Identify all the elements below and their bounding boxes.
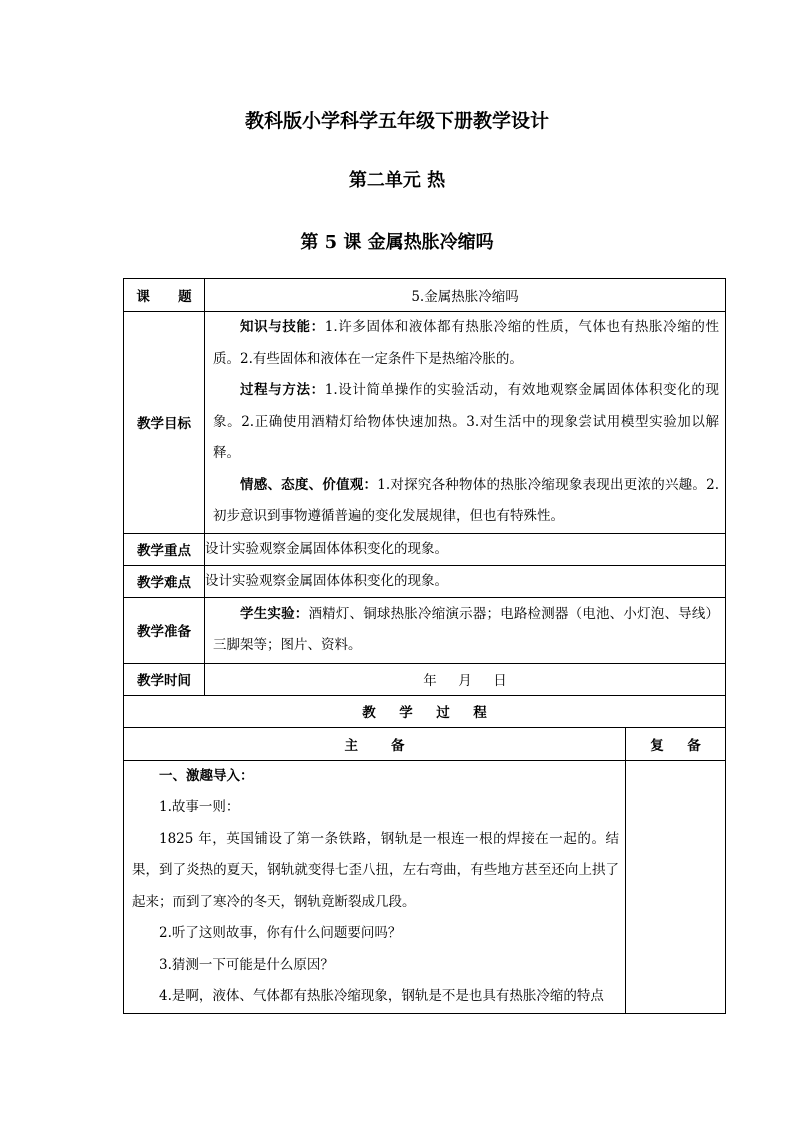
process-section-heading (124, 761, 625, 793)
review-content (626, 760, 726, 1013)
objective-knowledge-text: 1.许多固体和液体都有热胀冷缩的性质，气体也有热胀冷缩的性质。2.有些固体和液体在一定条件下是热缩冷胀的。 (213, 319, 720, 367)
document-title: 教科版小学科学五年级下册教学设计 (244, 110, 549, 132)
process-item: 1.故事一则： (159, 799, 240, 815)
topic-row (124, 279, 726, 312)
process-item: 4.是啊，液体、气体都有热胀冷缩现象，钢轨是不是也具有热胀冷缩的特点 (159, 988, 604, 1004)
review-prep-header-text: 复 备 (650, 737, 701, 754)
process-section-heading-text: 一、激趣导入： (159, 767, 254, 784)
process-content-row (124, 760, 726, 1013)
objective-emotion-text: 1.对探究各种物体的热胀冷缩现象表现出更浓的兴趣。2.初步意识到事物遵循普遍的变化发展规律，但也有特殊性。 (213, 476, 720, 524)
preparation-text: 酒精灯、铜球热胀冷缩演示器；电路检测器（电池、小灯泡、导线）三脚架等；图片、资料。 (213, 605, 720, 653)
unit-title: 第二单元 热 (348, 170, 446, 191)
objectives-content (205, 312, 726, 534)
objective-process (205, 375, 725, 470)
difficulty-row (124, 565, 726, 597)
prep-header-row (124, 727, 726, 760)
objective-process-heading: 过程与方法： (240, 382, 325, 398)
preparation-content (205, 597, 726, 663)
key-point-value: 设计实验观察金属固体体积变化的现象。 (205, 533, 726, 565)
process-header (124, 695, 726, 727)
main-prep-header-text: 主 备 (344, 737, 405, 754)
process-content (124, 760, 626, 1013)
process-item: 3.猜测一下可能是什么原因？ (159, 956, 334, 973)
preparation-heading: 学生实验： (240, 605, 309, 622)
review-prep-header (626, 727, 726, 760)
time-row (124, 663, 726, 695)
main-prep-header (124, 727, 626, 760)
difficulty-value: 设计实验观察金属固体体积变化的现象。 (205, 565, 726, 597)
objective-knowledge-heading: 知识与技能： (240, 319, 325, 335)
preparation-label: 教学准备 (124, 597, 205, 663)
process-item: 2.听了这则故事，你有什么问题要问吗？ (159, 925, 402, 941)
key-point-label: 教学重点 (124, 533, 205, 565)
time-label: 教学时间 (124, 663, 205, 695)
objective-emotion-heading: 情感、态度、价值观： (240, 476, 378, 493)
objective-emotion (205, 470, 725, 533)
lesson-plan-table (123, 278, 726, 1014)
topic-label (124, 279, 205, 312)
objective-knowledge (205, 312, 725, 375)
process-header-text: 教 学 过 程 (362, 705, 487, 721)
objectives-row (124, 312, 726, 534)
difficulty-label: 教学难点 (124, 565, 205, 597)
process-item: 1825 年，英国铺设了第一条铁路，钢轨是一根连一根的焊接在一起的。结果，到了炎热的夏天，钢轨就变得七歪八扭，左右弯曲，有些地方甚至还向上拱了起来；而到了寒冷的冬天，钢轨竟断裂成几段。 (132, 830, 619, 910)
topic-value: 5.金属热胀冷缩吗 (205, 279, 726, 312)
lesson-title: 第 5 课 金属热胀冷缩吗 (300, 232, 494, 253)
process-header-row (124, 695, 726, 727)
objectives-label: 教学目标 (124, 312, 205, 534)
time-value-text: 年 月 日 (423, 673, 507, 689)
objective-process-text: 1.设计简单操作的实验活动，有效地观察金属固体体积变化的现象。2.正确使用酒精灯给物体快速加热。3.对生活中的现象尝试用模型实验加以解释。 (213, 382, 720, 461)
time-value (205, 663, 726, 695)
key-point-row (124, 533, 726, 565)
preparation-text-block (205, 599, 725, 662)
preparation-row (124, 597, 726, 663)
topic-label-text: 课 题 (136, 289, 192, 305)
